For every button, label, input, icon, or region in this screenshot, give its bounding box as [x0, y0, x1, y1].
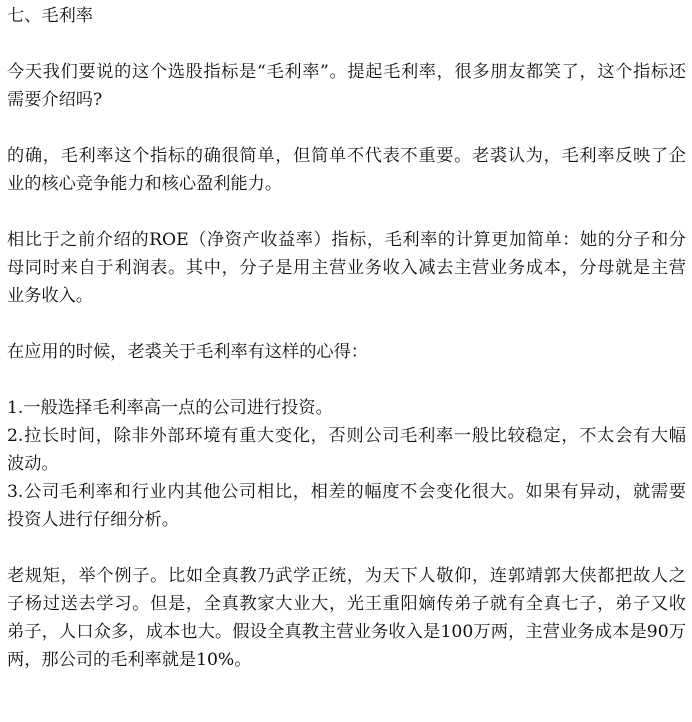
list-item-continuation: 波动。	[7, 454, 59, 474]
text-line: 子杨过送去学习。但是，全真教家大业大，光王重阳嫡传弟子就有全真七子，弟子又收	[7, 594, 686, 614]
text-line: 两，那公司的毛利率就是10%。	[7, 650, 252, 670]
paragraph-gap	[7, 310, 686, 338]
text-line: 弟子，人口众多，成本也大。假设全真教主营业务收入是100万两，主营业务成本是90万	[7, 622, 686, 642]
paragraph-application	[7, 338, 686, 366]
paragraph-gap	[7, 30, 686, 58]
section-heading: 七、毛利率	[7, 6, 93, 26]
paragraph-gap	[7, 198, 686, 226]
list-item: 2.拉长时间，除非外部环境有重大变化，否则公司毛利率一般比较稳定，不太会有大幅	[7, 426, 686, 446]
text-line: 老规矩，举个例子。比如全真教乃武学正统，为天下人敬仰，连郭靖郭大侠都把故人之	[7, 566, 686, 586]
text-line: 的确，毛利率这个指标的确很简单，但简单不代表不重要。老裘认为，毛利率反映了企	[7, 146, 686, 166]
paragraph-gap	[7, 366, 686, 394]
paragraph-gap	[7, 534, 686, 562]
text-line: 今天我们要说的这个选股指标是“毛利率”。提起毛利率，很多朋友都笑了，这个指标还	[7, 62, 686, 82]
list-item-continuation: 投资人进行仔细分析。	[7, 510, 179, 530]
text-line: 业的核心竞争能力和核心盈利能力。	[7, 174, 283, 194]
paragraph-example	[7, 562, 686, 674]
paragraph-intro	[7, 58, 686, 114]
list-item: 1.一般选择毛利率高一点的公司进行投资。	[7, 398, 333, 418]
text-line: 相比于之前介绍的ROE（净资产收益率）指标，毛利率的计算更加简单：她的分子和分	[7, 230, 686, 250]
paragraph-importance	[7, 142, 686, 198]
numbered-list	[7, 394, 686, 534]
paragraph-gap	[7, 114, 686, 142]
text-line: 在应用的时候，老裘关于毛利率有这样的心得：	[7, 342, 368, 362]
paragraph-calculation	[7, 226, 686, 310]
text-line: 业务收入。	[7, 286, 93, 306]
text-line: 需要介绍吗?	[7, 90, 103, 110]
list-item: 3.公司毛利率和行业内其他公司相比，相差的幅度不会变化很大。如果有异动，就需要	[7, 482, 686, 502]
text-line: 母同时来自于利润表。其中，分子是用主营业务收入减去主营业务成本，分母就是主营	[7, 258, 686, 278]
